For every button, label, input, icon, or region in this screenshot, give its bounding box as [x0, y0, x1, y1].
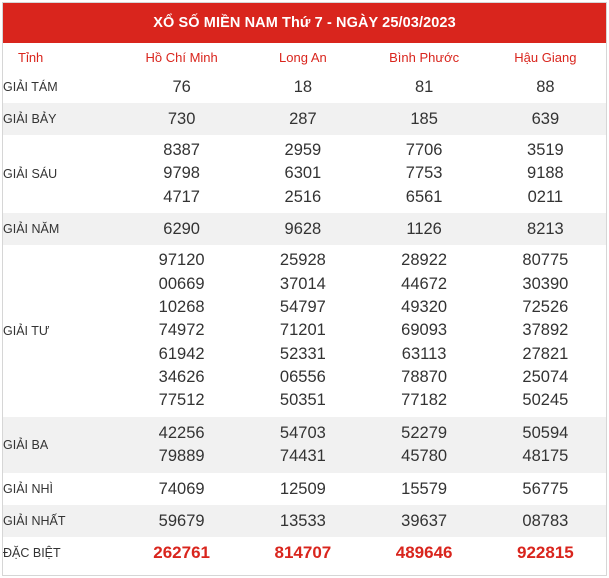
prize-cell [485, 537, 606, 569]
prize-name: GIẢI NHẤT [3, 505, 121, 537]
prize-cell [242, 213, 363, 245]
prize-number: 7706 [405, 140, 443, 159]
prize-number: 50351 [279, 391, 326, 410]
prize-cell [485, 505, 606, 537]
prize-number: 42256 [158, 423, 205, 442]
prize-number: 639 [531, 110, 560, 128]
special-prize-number: 922815 [517, 543, 574, 562]
prize-number: 06556 [279, 368, 326, 387]
prize-cell [121, 71, 242, 103]
prize-cell [485, 213, 606, 245]
prize-name: GIẢI BA [3, 417, 121, 473]
special-prize-number: 489646 [395, 543, 453, 562]
prize-number: 730 [167, 110, 196, 128]
prize-cell [242, 71, 363, 103]
prize-number: 37014 [279, 274, 326, 293]
prize-name: GIẢI NHÌ [3, 482, 54, 496]
prize-cell [121, 473, 242, 505]
results-table [3, 43, 606, 569]
prize-number: 25074 [522, 368, 569, 387]
prize-cell [242, 135, 363, 213]
row-giai-nhi [3, 473, 606, 505]
prize-number: 88 [536, 78, 555, 96]
row-giai-tu [3, 245, 606, 417]
prize-number: 9628 [284, 220, 322, 238]
prize-cell [242, 505, 363, 537]
prize-number: 79889 [158, 447, 205, 465]
prize-cell [364, 135, 485, 213]
prize-cell [242, 473, 363, 505]
prize-cell [121, 135, 242, 213]
prize-number: 74972 [158, 321, 205, 340]
prize-number: 48175 [522, 447, 569, 465]
prize-cell [485, 473, 606, 505]
table-header [3, 43, 606, 71]
prize-name: GIẢI NĂM [3, 213, 121, 245]
prize-number: 81 [414, 78, 434, 96]
prize-number: 10268 [158, 297, 205, 316]
province-header-ho-chi-minh[interactable]: Hồ Chí Minh [145, 49, 218, 65]
prize-number: 6301 [284, 164, 322, 183]
row-giai-bay [3, 103, 606, 135]
prize-number: 185 [410, 110, 438, 128]
row-dac-biet [3, 537, 606, 569]
prize-cell [121, 505, 242, 537]
prize-number: 76 [172, 78, 191, 96]
prize-number: 49320 [401, 297, 448, 316]
prize-cell [121, 537, 242, 569]
prize-cell [121, 213, 242, 245]
prize-cell [364, 505, 485, 537]
prize-name: GIẢI BẢY [3, 103, 121, 135]
prize-number: 28922 [401, 251, 448, 270]
prize-number: 61942 [158, 344, 205, 363]
prize-cell [242, 417, 363, 473]
lottery-results-panel [2, 2, 607, 576]
prize-number: 27821 [522, 344, 569, 363]
prize-number: 74069 [158, 480, 205, 498]
prize-cell [242, 537, 363, 569]
prize-number: 287 [289, 110, 317, 128]
prize-number: 34626 [158, 368, 205, 387]
prize-number: 2516 [284, 187, 322, 206]
prize-number: 37892 [522, 321, 569, 340]
prize-name: GIẢI SÁU [3, 167, 58, 181]
prize-cell [121, 417, 242, 473]
prize-cell [364, 71, 485, 103]
prize-number: 08783 [522, 512, 569, 530]
prize-number: 8213 [527, 220, 564, 238]
prize-number: 80775 [522, 251, 569, 270]
prize-number: 54703 [279, 423, 326, 442]
prize-number: 77182 [401, 391, 448, 410]
province-header-long-an[interactable]: Long An [279, 49, 327, 65]
prize-number: 4717 [163, 187, 200, 206]
prize-cell [364, 473, 485, 505]
row-giai-ba [3, 417, 606, 473]
prize-number: 56775 [522, 480, 569, 498]
prize-cell [364, 103, 485, 135]
row-giai-sau [3, 135, 606, 213]
prize-number: 8387 [163, 140, 200, 159]
prize-cell [485, 71, 606, 103]
prize-cell [485, 135, 606, 213]
prize-cell [485, 245, 606, 417]
prize-number: 52279 [401, 423, 448, 442]
prize-number: 39637 [401, 512, 448, 530]
prize-number: 54797 [279, 297, 326, 316]
prize-cell [485, 417, 606, 473]
prize-number: 13533 [279, 512, 326, 530]
prize-number: 0211 [527, 187, 564, 206]
prize-number: 25928 [279, 251, 326, 270]
prize-number: 52331 [279, 344, 326, 363]
prize-number: 63113 [401, 344, 447, 363]
prize-number: 77512 [158, 391, 205, 410]
row-giai-nam [3, 213, 606, 245]
prize-number: 3519 [527, 140, 564, 159]
province-header-hau-giang[interactable]: Hậu Giang [514, 49, 577, 65]
prize-number: 15579 [401, 480, 448, 498]
prize-number: 00669 [158, 274, 205, 293]
special-prize-number: 814707 [274, 543, 332, 562]
prize-cell [364, 213, 485, 245]
prize-number: 9798 [163, 164, 200, 183]
prize-number: 12509 [279, 480, 326, 498]
prize-name: ĐẶC BIỆT [3, 546, 61, 560]
prize-cell [485, 103, 606, 135]
prize-number: 2959 [284, 140, 322, 159]
province-header-binh-phuoc[interactable]: Bình Phước [389, 49, 460, 65]
prize-number: 97120 [158, 251, 205, 270]
special-prize-number: 262761 [153, 543, 210, 562]
prize-number: 30390 [522, 274, 569, 293]
prize-number: 50594 [522, 423, 569, 442]
prize-number: 71201 [279, 321, 326, 340]
prize-number: 44672 [401, 274, 448, 293]
prize-number: 7753 [405, 164, 443, 183]
row-giai-tam [3, 71, 606, 103]
prize-number: 50245 [522, 391, 569, 410]
prize-cell [121, 245, 242, 417]
prize-column-header: Tỉnh [18, 49, 44, 65]
prize-number: 18 [293, 78, 313, 96]
prize-number: 69093 [401, 321, 448, 340]
prize-number: 59679 [158, 512, 205, 530]
prize-number: 1126 [406, 220, 442, 238]
prize-number: 78870 [401, 368, 448, 387]
prize-number: 74431 [279, 447, 326, 465]
prize-cell [242, 103, 363, 135]
results-title: XỔ SỐ MIỀN NAM Thứ 7 - NGÀY 25/03/2023 [3, 3, 606, 43]
prize-cell [242, 245, 363, 417]
prize-cell [364, 537, 485, 569]
prize-name: GIẢI TƯ [3, 324, 50, 338]
prize-number: 6290 [163, 220, 200, 238]
prize-cell [364, 245, 485, 417]
prize-number: 6561 [405, 187, 443, 206]
prize-number: 45780 [401, 447, 448, 465]
prize-number: 72526 [522, 297, 569, 316]
prize-cell [364, 417, 485, 473]
prize-name: GIẢI TÁM [3, 80, 58, 94]
prize-number: 9188 [527, 164, 564, 183]
prize-cell [121, 103, 242, 135]
row-giai-nhat [3, 505, 606, 537]
